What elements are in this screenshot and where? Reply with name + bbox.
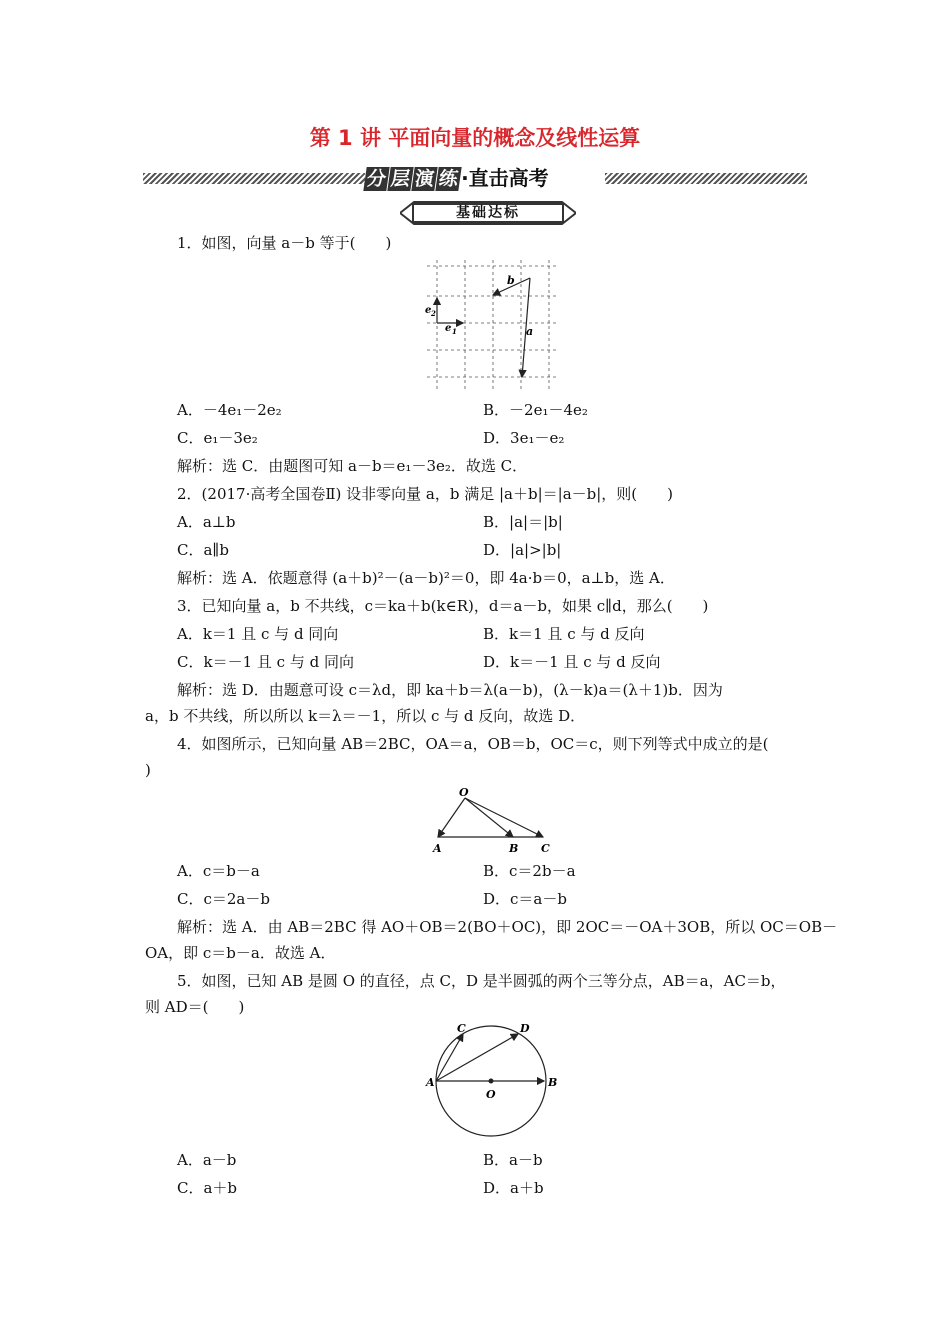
- section-banner: [143, 164, 807, 192]
- label-e2: e: [425, 305, 432, 316]
- q4-triangle-figure: [425, 784, 560, 856]
- banner-badge: 分: [363, 167, 389, 191]
- banner-badge: 练: [435, 167, 461, 191]
- label-D: D: [520, 1022, 530, 1035]
- q1-option-d[interactable]: D．3e₁－e₂: [483, 429, 565, 447]
- q1-option-c[interactable]: C．e₁－3e₂: [177, 429, 258, 447]
- label-B: B: [509, 842, 519, 855]
- banner-badge: 层: [387, 167, 413, 191]
- q1-stem: 1．如图，向量 a－b 等于( ): [177, 234, 392, 252]
- q3-option-d[interactable]: D．k＝－1 且 c 与 d 反向: [483, 653, 661, 671]
- banner-hatch-left: [143, 173, 365, 184]
- label-O: O: [459, 786, 469, 799]
- label-b: b: [507, 274, 515, 287]
- q1-solution: 解析：选 C．由题图可知 a－b＝e₁－3e₂．故选 C．: [177, 457, 528, 475]
- q5-option-d[interactable]: D．a＋b: [483, 1179, 544, 1197]
- vector-oc: [465, 798, 543, 837]
- q3-option-a[interactable]: A．k＝1 且 c 与 d 同向: [177, 625, 339, 643]
- q4-option-c[interactable]: C．c＝2a－b: [177, 890, 270, 908]
- label-e1: e: [445, 323, 452, 334]
- banner-hatch-right: [605, 173, 807, 184]
- q4-option-d[interactable]: D．c＝a－b: [483, 890, 567, 908]
- page-title: 第 1 讲 平面向量的概念及线性运算: [309, 126, 641, 150]
- q2-option-a[interactable]: A．a⊥b: [177, 513, 236, 531]
- label-C: C: [457, 1022, 466, 1035]
- label-a: a: [526, 325, 534, 338]
- q1-option-a[interactable]: A．－4e₁－2e₂: [177, 401, 282, 419]
- banner-rest: 直击高考: [468, 166, 549, 190]
- q5-option-a[interactable]: A．a－b: [177, 1151, 237, 1169]
- q2-solution: 解析：选 A．依题意得 (a＋b)²－(a－b)²＝0，即 4a·b＝0，a⊥b，选 A．: [177, 569, 675, 587]
- q5-option-b[interactable]: B．a－b: [483, 1151, 543, 1169]
- q3-solution-line-1: 解析：选 D．由题意可设 c＝λd，即 ka＋b＝λ(a－b)，(λ－k)a＝(λ＋1)b．因为: [177, 681, 723, 699]
- label-A: A: [426, 1076, 435, 1089]
- q4-solution-line-1: 解析：选 A．由 AB＝2BC 得 AO＋OB＝2(BO＋OC)，即 2OC＝－OA＋3OB，所以 OC＝OB－: [177, 918, 838, 936]
- vector-ob: [465, 798, 513, 837]
- q4-stem-line-1: 4．如图所示，已知向量 AB＝2BC，OA＝a，OB＝b，OC＝c，则下列等式中成立的是(: [177, 735, 769, 753]
- q5-option-c[interactable]: C．a＋b: [177, 1179, 238, 1197]
- vector-oa: [438, 798, 465, 837]
- q2-option-d[interactable]: D．|a|>|b|: [483, 541, 562, 559]
- q2-option-c[interactable]: C．a∥b: [177, 541, 229, 559]
- q4-option-a[interactable]: A．c＝b－a: [177, 862, 260, 880]
- label-C: C: [541, 842, 550, 855]
- banner-text: [365, 164, 605, 192]
- q1-grid-figure: [415, 258, 565, 396]
- q2-stem: 2．(2017·高考全国卷Ⅱ) 设非零向量 a，b 满足 |a＋b|＝|a－b|，则( ): [177, 485, 674, 503]
- q2-option-b[interactable]: B．|a|＝|b|: [483, 513, 563, 531]
- section-label-text: 基础达标: [412, 203, 564, 223]
- q5-stem-line-2: 则 AD＝( ): [145, 998, 245, 1016]
- label-O: O: [486, 1088, 496, 1101]
- label-e2-sub: 2: [431, 309, 436, 318]
- vector-ad: [436, 1034, 518, 1081]
- q1-option-b[interactable]: B．－2e₁－4e₂: [483, 401, 588, 419]
- label-e1-sub: 1: [452, 327, 457, 336]
- q5-stem-line-1: 5．如图，已知 AB 是圆 O 的直径，点 C，D 是半圆弧的两个三等分点，AB＝a，AC＝b，: [177, 972, 786, 990]
- center-dot: [489, 1079, 494, 1084]
- q3-stem: 3．已知向量 a，b 不共线，c＝ka＋b(k∈R)，d＝a－b，如果 c∥d，那么( ): [177, 597, 709, 615]
- section-label: [400, 201, 576, 225]
- q3-option-c[interactable]: C．k＝－1 且 c 与 d 同向: [177, 653, 354, 671]
- banner-badge: 演: [411, 167, 437, 191]
- q5-circle-figure: [420, 1020, 565, 1142]
- q3-option-b[interactable]: B．k＝1 且 c 与 d 反向: [483, 625, 645, 643]
- label-A: A: [433, 842, 442, 855]
- label-B: B: [548, 1076, 558, 1089]
- banner-dot: ·: [461, 166, 469, 190]
- q3-solution-line-2: a，b 不共线，所以所以 k＝λ＝－1，所以 c 与 d 反向，故选 D．: [145, 707, 586, 725]
- q4-option-b[interactable]: B．c＝2b－a: [483, 862, 576, 880]
- q4-solution-line-2: OA，即 c＝b－a．故选 A．: [145, 944, 336, 962]
- q4-stem-line-2: ): [145, 761, 151, 779]
